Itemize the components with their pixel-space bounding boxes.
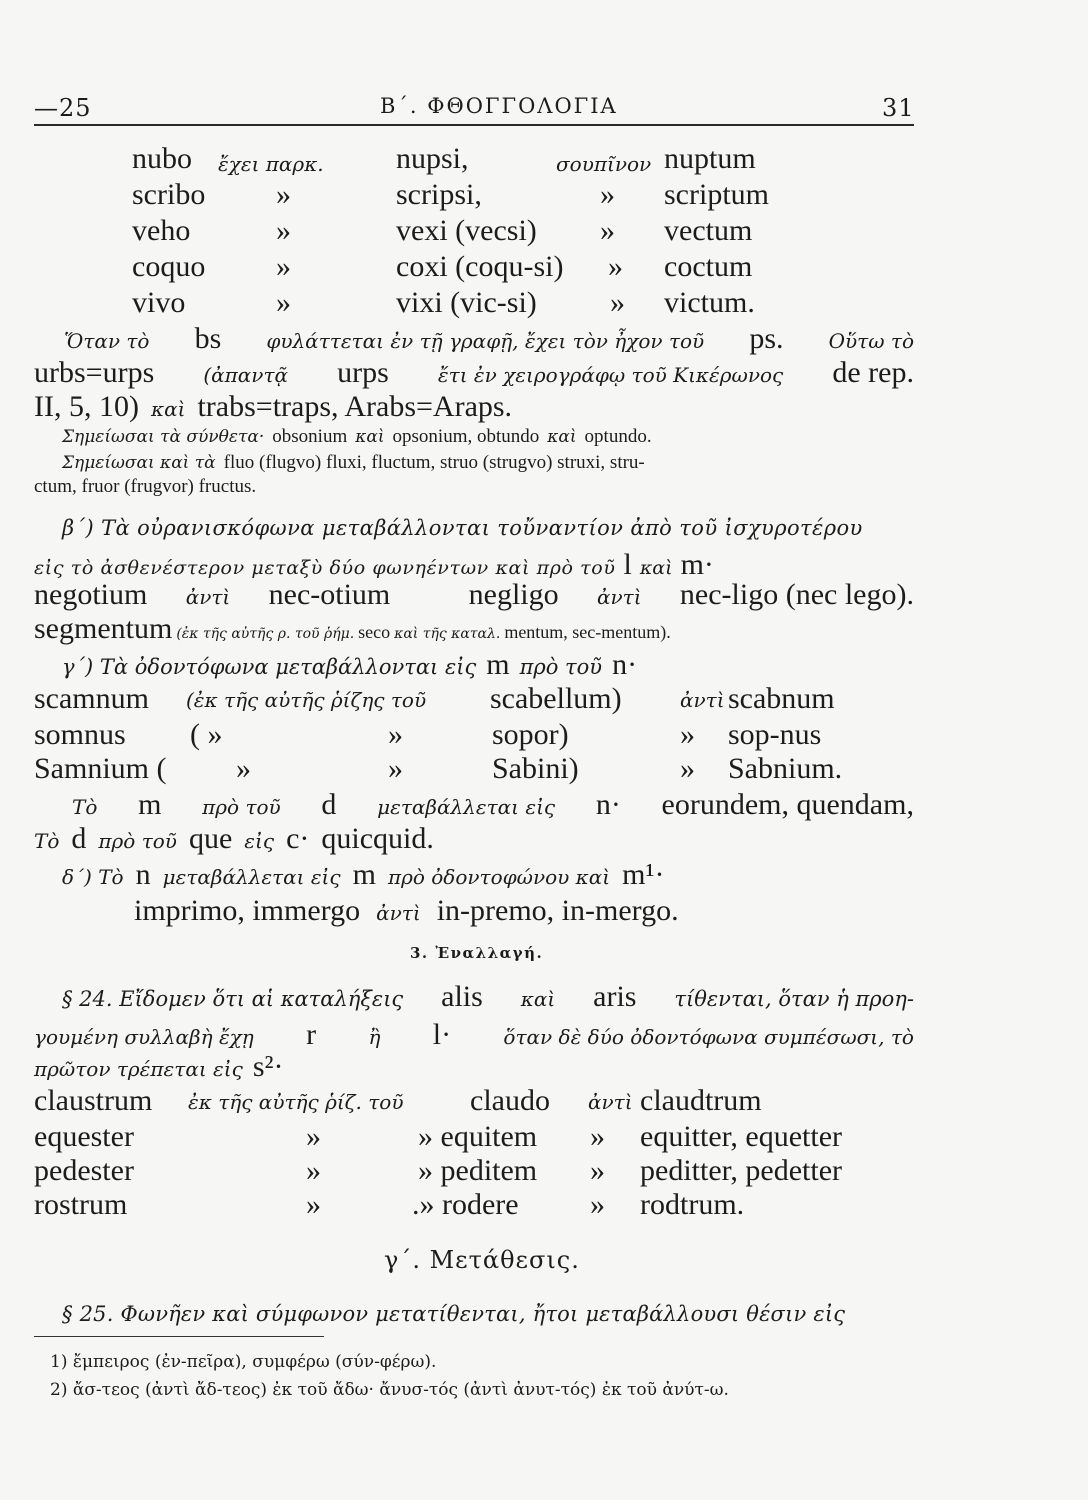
- latin-text: pedester: [34, 1154, 134, 1187]
- present-form: vivo: [132, 286, 186, 319]
- latin-text: .» rodere: [412, 1188, 519, 1221]
- latin-text: somnus: [34, 718, 126, 751]
- text-line: [34, 1050, 283, 1084]
- greek-text: εἰς τὸ ἀσθενέστερον μεταξὺ δύο φωνηέντων καὶ πρὸ τοῦ: [34, 557, 616, 579]
- latin-text: in-premo, in-mergo.: [436, 894, 679, 927]
- present-form: veho: [132, 214, 191, 247]
- present-form: coquo: [132, 250, 206, 283]
- perfect-form: coxi (coqu-si): [396, 250, 564, 283]
- text-line: [34, 578, 914, 612]
- table-row: [132, 142, 192, 176]
- greek-text: ἔτι ἐν χειρογράφῳ τοῦ Κικέρωνος: [437, 363, 784, 387]
- latin-text: mentum, sec-mentum).: [504, 622, 671, 642]
- greek-text: (ἐκ τῆς αὐτῆς ῥίζης τοῦ: [186, 688, 427, 712]
- greek-text: πρὸ ὀδοντοφώνου καὶ: [387, 865, 611, 889]
- latin-text: imprimo, immergo: [134, 894, 361, 927]
- perfect-form: vixi (vic-si): [396, 286, 537, 319]
- greek-text: πρὸ τοῦ: [202, 795, 281, 819]
- perfect-form: vexi (vecsi): [396, 214, 537, 247]
- text-line: [62, 858, 664, 892]
- latin-text: de rep.: [832, 356, 914, 389]
- greek-text: πρὸ τοῦ: [519, 655, 603, 679]
- text-line: [34, 822, 434, 856]
- supine-form: coctum: [664, 250, 753, 283]
- ditto-mark: »: [276, 250, 291, 283]
- latin-text: n·: [612, 648, 638, 681]
- latin-text: urps: [337, 356, 389, 389]
- latin-text: claudo: [470, 1084, 550, 1117]
- latin-text: Samnium (: [34, 752, 167, 785]
- text-line: [34, 548, 714, 582]
- greek-text: τίθενται, ὅταν ἡ προη-: [674, 987, 914, 1011]
- latin-text: n·: [595, 788, 621, 821]
- note-line: [62, 452, 914, 474]
- latin-text: l: [623, 548, 632, 581]
- greek-text: καὶ: [639, 557, 673, 579]
- greek-text: β΄) Τὰ οὐρανισκόφωνα μεταβάλλονται τοὔναντίον ἀπὸ τοῦ ἰσχυροτέρου: [62, 516, 863, 540]
- latin-text: opsonium, obtundo: [392, 426, 540, 447]
- latin-text: trabs=traps, Arabs=Araps.: [197, 390, 513, 423]
- running-head: Β΄. ΦΘΟΓΓΟΛΟΓΙΑ: [380, 94, 618, 118]
- ditto-mark: »: [306, 1120, 321, 1153]
- footnote: 1) ἔμπειρος (ἐν-πεῖρα), συμφέρω (σύν-φέρω).: [50, 1352, 437, 1372]
- text-line: [34, 612, 671, 646]
- greek-text: φυλάττεται ἐν τῇ γραφῇ, ἔχει τὸν ἦχον τοῦ: [266, 329, 705, 353]
- subheading: 3. Ἐναλλαγή.: [410, 944, 544, 962]
- page-number: 31: [882, 94, 915, 122]
- latin-text: m: [138, 788, 162, 821]
- latin-text: urbs=urps: [34, 356, 155, 389]
- latin-text: d: [321, 788, 337, 821]
- latin-text: obsonium: [272, 426, 348, 447]
- latin-text: scamnum: [34, 682, 149, 715]
- latin-text: optundo.: [584, 426, 652, 447]
- greek-text: ἀντὶ: [596, 585, 642, 609]
- latin-text: c·: [286, 822, 310, 855]
- ditto-mark: »: [276, 286, 291, 319]
- supine-form: nuptum: [664, 142, 756, 175]
- latin-text: rodtrum.: [640, 1188, 745, 1221]
- greek-text: γ΄) Τὰ ὀδοντόφωνα μεταβάλλονται εἰς: [62, 655, 477, 679]
- latin-text: nec-ligo (nec lego).: [679, 578, 914, 611]
- ditto-mark: »: [600, 214, 615, 247]
- greek-text: ἀντὶ: [376, 901, 421, 925]
- ditto-mark: »: [306, 1188, 321, 1221]
- header-left-number: —25: [34, 94, 92, 122]
- greek-text: γουμένη συλλαβὴ ἔχῃ: [34, 1025, 254, 1049]
- present-form: nubo: [132, 142, 192, 175]
- latin-text: ps.: [749, 322, 784, 355]
- latin-text: m: [352, 858, 376, 891]
- text-line: [64, 322, 914, 356]
- greek-text: § 24. Εἴδομεν ὅτι αἱ καταλήξεις: [62, 987, 404, 1011]
- paragraph-25: § 25. Φωνῆεν καὶ σύμφωνον μετατίθενται, ἤτοι μεταβάλλουσι θέσιν εἰς: [62, 1302, 846, 1326]
- greek-text: Τὸ: [34, 829, 60, 853]
- greek-text: μεταβάλλεται εἰς: [377, 795, 556, 819]
- latin-text: l·: [432, 1018, 452, 1051]
- latin-text: r: [306, 1018, 317, 1051]
- greek-text: Σημείωσαι τὰ σύνθετα·: [62, 427, 265, 447]
- perfect-form: scripsi,: [396, 178, 482, 211]
- greek-text: καὶ: [547, 427, 577, 447]
- latin-text: claudtrum: [640, 1084, 762, 1117]
- latin-text: II, 5, 10): [34, 390, 139, 423]
- latin-text: scabnum: [728, 682, 835, 715]
- text-line: [34, 390, 512, 424]
- text-line: [34, 356, 914, 390]
- latin-text: segmentum: [34, 612, 173, 645]
- ditto-mark: »: [388, 718, 403, 751]
- text-line: [62, 648, 637, 682]
- latin-text: m¹·: [622, 858, 665, 891]
- ditto-mark: »: [276, 214, 291, 247]
- abbreviation-note: ἔχει παρκ.: [218, 152, 324, 176]
- greek-text: (ἀπαντᾷ: [203, 363, 289, 387]
- latin-text: quicquid.: [321, 822, 434, 855]
- ditto-mark: ( »: [190, 718, 223, 751]
- ditto-mark: »: [388, 752, 403, 785]
- header-rule: [34, 124, 914, 126]
- latin-text: negligo: [468, 578, 559, 611]
- latin-text: eorundem, quendam,: [661, 788, 914, 821]
- greek-text: καὶ: [150, 397, 186, 421]
- ditto-mark: »: [590, 1154, 605, 1187]
- ditto-mark: »: [680, 752, 695, 785]
- greek-text: Τὸ: [72, 795, 98, 819]
- greek-text: ἀντὶ: [185, 585, 231, 609]
- ditto-mark: »: [600, 178, 615, 211]
- text-line: [72, 788, 914, 822]
- latin-text: m·: [680, 548, 714, 581]
- ditto-mark: »: [590, 1120, 605, 1153]
- ditto-mark: »: [236, 752, 251, 785]
- latin-text: sopor): [492, 718, 569, 751]
- text-line: [34, 1018, 914, 1052]
- footnote: 2) ἄσ-τεος (ἀντὶ ἄδ-τεος) ἐκ τοῦ ἄδω· ἄνυσ-τός (ἀντὶ ἀνυτ-τός) ἐκ τοῦ ἀνύτ-ω.: [50, 1380, 729, 1400]
- greek-text: ἢ: [368, 1025, 381, 1049]
- greek-text: Σημείωσαι καὶ τὰ: [62, 453, 216, 473]
- latin-text: m: [486, 648, 510, 681]
- latin-text: rostrum: [34, 1188, 128, 1221]
- note-line: [62, 426, 652, 448]
- greek-text: ἀντὶ: [588, 1090, 633, 1114]
- greek-text: καὶ: [520, 987, 556, 1011]
- latin-text: Sabnium.: [728, 752, 843, 785]
- greek-text: καὶ: [355, 427, 385, 447]
- greek-text: εἰς: [244, 829, 275, 853]
- latin-text: alis: [441, 980, 483, 1013]
- latin-text: ctum, fruor (frugvor) fructus.: [34, 476, 257, 497]
- latin-text: claustrum: [34, 1084, 153, 1117]
- text-line: [134, 894, 679, 928]
- ditto-mark: »: [608, 250, 623, 283]
- latin-text: bs: [194, 322, 222, 355]
- ditto-mark: »: [680, 718, 695, 751]
- latin-text: scabellum): [490, 682, 622, 715]
- greek-text: ἀντὶ: [680, 688, 725, 712]
- greek-text: πρὸ τοῦ: [98, 829, 177, 853]
- latin-text: » equitem: [418, 1120, 538, 1153]
- greek-text: ἐκ τῆς αὐτῆς ῥίζ. τοῦ: [188, 1090, 404, 1114]
- supine-form: scriptum: [664, 178, 769, 211]
- latin-text: Sabini): [492, 752, 579, 785]
- greek-text: Οὕτω τὸ: [828, 329, 914, 353]
- latin-text: aris: [593, 980, 637, 1013]
- ditto-mark: »: [276, 178, 291, 211]
- latin-text: nec-otium: [268, 578, 391, 611]
- latin-text: sop-nus: [728, 718, 822, 751]
- ditto-mark: »: [610, 286, 625, 319]
- greek-text: (ἐκ τῆς αὐτῆς ρ. τοῦ ῥήμ.: [176, 626, 355, 642]
- greek-text: μεταβάλλεται εἰς: [162, 865, 341, 889]
- latin-text: » peditem: [418, 1154, 538, 1187]
- latin-text: d: [71, 822, 87, 855]
- latin-text: equester: [34, 1120, 134, 1153]
- greek-text: ὅταν δὲ δύο ὀδοντόφωνα συμπέσωσι, τὸ: [503, 1025, 914, 1049]
- text-line: [62, 980, 914, 1014]
- latin-text: equitter, equetter: [640, 1120, 843, 1153]
- section-heading: γ΄. Μετάθεσις.: [384, 1246, 580, 1274]
- latin-text: peditter, pedetter: [640, 1154, 843, 1187]
- greek-text: πρῶτον τρέπεται εἰς: [34, 1057, 243, 1081]
- ditto-mark: »: [590, 1188, 605, 1221]
- ditto-mark: »: [306, 1154, 321, 1187]
- greek-text: καὶ τῆς καταλ.: [394, 626, 501, 642]
- greek-text: Ὅταν τὸ: [64, 329, 150, 353]
- latin-text: fluo (flugvo) fluxi, fluctum, struo (strugvo) struxi, stru-: [223, 452, 645, 473]
- latin-text: seco: [358, 622, 391, 642]
- supine-form: victum.: [664, 286, 755, 319]
- footnote-rule: [34, 1336, 324, 1337]
- latin-text: n: [135, 858, 151, 891]
- abbreviation-note: σουπῖνον: [556, 152, 652, 176]
- latin-text: que: [188, 822, 233, 855]
- latin-text: negotium: [34, 578, 148, 611]
- supine-form: vectum: [664, 214, 753, 247]
- present-form: scribo: [132, 178, 206, 211]
- latin-text: s²·: [252, 1050, 284, 1083]
- greek-text: δ΄) Τὸ: [62, 865, 124, 889]
- perfect-form: nupsi,: [396, 142, 469, 175]
